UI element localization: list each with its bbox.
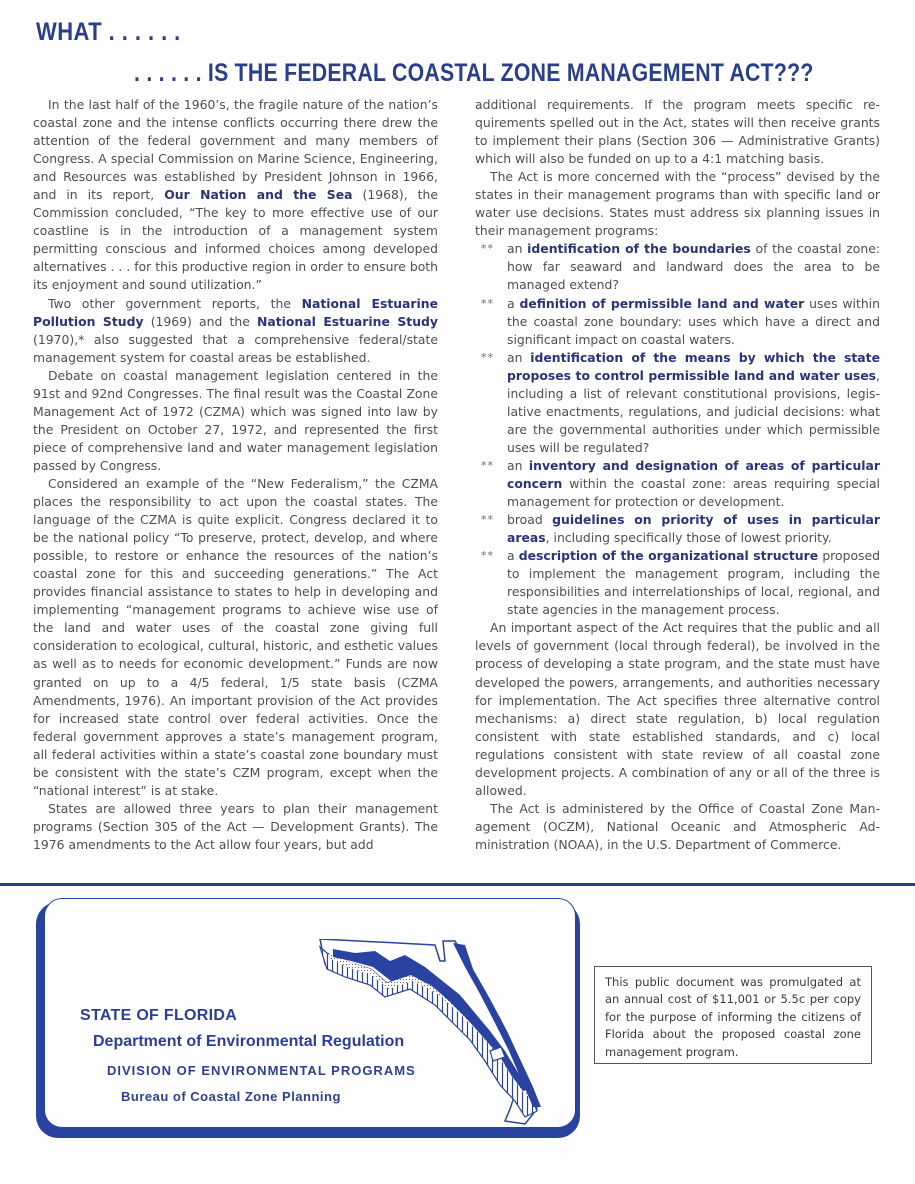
planning-issue-title: identification of the means by which the state proposes to control permissible land and water uses (507, 349, 880, 383)
florida-map-icon (315, 939, 575, 1129)
report-title: National Estuarine Pollution Study (33, 295, 439, 329)
title-line-1: WHAT . . . . . . (36, 18, 181, 46)
planning-issue-item: ** an identification of the boundaries of the coastal zone: how far seaward and landward does the area to be managed extend? (481, 241, 881, 293)
report-title: National Estuarine Study (256, 313, 438, 329)
planning-issue-item: ** an identification of the means by which the state proposes to control permissible land and water uses, including a list of relevant constitutional provisions, legislative enactments, regulations, and judicial decisions: what are the governmental authorities under which permissible uses will be regulated? (481, 349, 880, 455)
left-column (33, 96, 438, 854)
planning-issues-list (475, 240, 880, 619)
paragraph-public-involvement: An important aspect of the Act requires that the public and all levels of government (local through federal), be involved in the process of developing a state program, and the state must have developed the powers, arrangements, and authorities necessary for implementation. The Act specifies three alternative control mechanisms: a) direct state regulation, b) local regulation consistent with state established standards, and c) local regulations consistent with state review of all coastal zone development projects. A combination of any or all of the three is allowed. (475, 620, 880, 798)
planning-issue-item: ** an inventory and designation of areas of particular concern within the coastal zone: areas requiring special management for protection or development. (481, 457, 880, 510)
planning-issue-title: inventory and designation of areas of particular concern (507, 457, 880, 491)
asterisk-bullet-icon: ** (481, 296, 494, 310)
cost-notice-text: This public document was promulgated at an annual cost of $11,001 or 5.5c per copy for the purpose of informing the citizens of Florida about the proposed coastal zone management program. (605, 975, 861, 1059)
planning-issue-item: ** a description of the organizational structure proposed to implement the management program, including the responsibilities and interrelationships of local, regional, and state agencies in the management process. (481, 548, 880, 618)
cost-notice (594, 966, 872, 1064)
asterisk-bullet-icon: ** (481, 350, 494, 364)
right-column (475, 96, 880, 854)
asterisk-bullet-icon: ** (481, 458, 494, 472)
logo-bureau: Bureau of Coastal Zone Planning (121, 1089, 341, 1104)
paragraph-federalism: Considered an example of the “New Federalism,” the CZMA places the responsibility to act upon the coastal states. The language of the CZMA is quite explicit. Congress declared it to be the national policy “To preserve, protect, develop, and where possible, to restore or enhance the resources of the nation’s coastal zone for this and succeeding generations.” The Act provides financial assistance to states to help in developing and implementing “management programs to achieve wise use of the land and water uses of the coastal zone giving full consideration to ecological, cultural, historic, and esthetic values as well as to needs for economic development.” Funds are now granted on up to a 4/5 federal, 1/5 state basis (CZMA Amendments, 1976). An important provision of the Act provides for increased state control over federal activities. Once the federal government approves a state’s management program, all federal activities within a state’s coastal zone boundary must be consistent with the state’s CZM program, except when the “national interest” is at stake. (33, 475, 438, 798)
asterisk-bullet-icon: ** (481, 513, 494, 527)
planning-issue-item: ** a definition of permissible land and water uses within the coastal zone boundary: uses which have a direct and significant impact on coastal waters. (481, 295, 880, 347)
logo-department: Department of Environmental Regulation (93, 1033, 405, 1050)
report-title: Our Nation and the Sea (164, 187, 353, 203)
logo-division: DIVISION OF ENVIRONMENTAL PROGRAMS (107, 1063, 416, 1078)
paragraph-debate: Debate on coastal management legislation centered in the 91st and 92nd Congresses. The final result was the Coastal Zone Management Act of 1972 (CZMA) which was signed into law by the President on October 27, 1972, and represented the first piece of comprehensive land and water management legislation passed by Congress. (33, 367, 438, 473)
planning-issue-item: ** broad guidelines on priority of uses in particular areas, including specifically those of lowest priority. (481, 512, 880, 546)
paragraph-administration: The Act is administered by the Office of Coastal Zone Management (OCZM), National Oceanic and Atmospheric Administration (NOAA), in the U.S. Department of Commerce. (475, 800, 880, 852)
agency-logo (36, 898, 580, 1138)
planning-issue-title: definition of permissible land and water (519, 295, 805, 311)
title-line-2: . . . . . . IS THE FEDERAL COASTAL ZONE MANAGEMENT ACT??? (134, 59, 814, 87)
paragraph-process: The Act is more concerned with the “process” devised by the states in their management programs than with specific land or water use decisions. States must address six planning issues in their management programs: (475, 169, 880, 239)
paragraph-history: In the last half of the 1960’s, the fragile nature of the nation’s coastal zone and the intense conflicts occurring there drew the attention of the federal government and many members of Congress. A special Commission on Marine Science, Engineering, and Resources was established by President Johnson in 1966, and in its report, Our Nation and the Sea (1968), the Commission concluded, “The key to more effective use of our coastline is in the introduction of a management system permitting conscious and informed choices among developed alternatives . . . for this productive region in order to ensure both its enjoyment and sound utilization.” (33, 97, 438, 293)
planning-issue-title: identification of the boundaries (527, 241, 751, 257)
paragraph-reports: Two other government reports, the National Estuarine Pollution Study (1969) and the National Estuarine Study (1970),* also suggested that a comprehensive federal/state management system for coastal areas be established. (33, 295, 439, 365)
paragraph-requirements: additional requirements. If the program meets specific requirements spelled out in the Act, states will then receive grants to implement their plans (Section 306 — Administrative Grants) which will also be funded on up to a 4:1 matching basis. (475, 97, 880, 167)
planning-issue-title: description of the organizational structure (518, 548, 819, 564)
asterisk-bullet-icon: ** (481, 242, 494, 256)
paragraph-planning: States are allowed three years to plan their management programs (Section 305 of the Act — Development Grants). The 1976 amendments to the Act allow four years, but add (33, 800, 438, 852)
section-divider (0, 883, 915, 886)
asterisk-bullet-icon: ** (481, 549, 494, 563)
logo-frame (44, 898, 576, 1128)
logo-state: STATE OF FLORIDA (80, 1007, 238, 1024)
planning-issue-title: guidelines on priority of uses in particular areas (507, 512, 880, 546)
